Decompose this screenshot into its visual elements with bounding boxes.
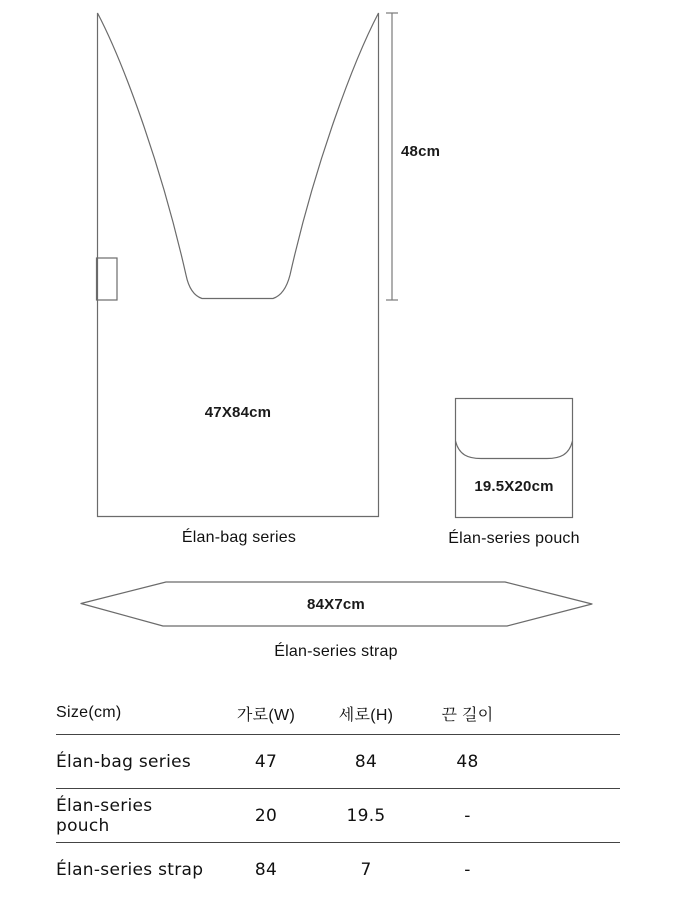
header-height: 세로(H)	[321, 692, 411, 735]
size-table	[56, 692, 620, 896]
row-width: 20	[254, 805, 278, 826]
row-height: 19.5	[346, 805, 386, 826]
bag-dimension-label: 47X84cm	[204, 404, 272, 421]
row-strap-length: -	[464, 859, 471, 880]
table-row	[56, 789, 620, 843]
pouch-dimension-label: 19.5X20cm	[474, 478, 554, 495]
pouch-caption: Élan-series pouch	[448, 530, 580, 547]
row-name: Élan-series strap	[56, 859, 204, 880]
header-size: Size(cm)	[56, 692, 211, 735]
row-width: 47	[254, 751, 278, 772]
strap-dimension-label: 84X7cm	[307, 596, 365, 613]
pouch-flap-curve	[456, 441, 573, 459]
size-table-header-row	[56, 692, 620, 735]
row-name: Élan-series pouch	[56, 795, 153, 836]
bag-side-tab	[97, 258, 118, 300]
row-spacer	[524, 843, 620, 897]
header-spacer	[524, 692, 620, 735]
handle-measurement-line	[386, 13, 398, 300]
header-strap-length: 끈 길이	[411, 692, 524, 735]
handle-measure-label: 48cm	[401, 143, 441, 160]
strap-caption: Élan-series strap	[274, 643, 398, 660]
row-width: 84	[254, 859, 278, 880]
row-strap-length: 48	[456, 751, 479, 772]
table-row	[56, 735, 620, 789]
bag-caption: Élan-bag series	[181, 529, 297, 546]
row-spacer	[524, 789, 620, 843]
row-strap-length: -	[464, 805, 471, 826]
row-spacer	[524, 735, 620, 789]
header-width: 가로(W)	[211, 692, 321, 735]
row-height: 84	[354, 751, 378, 772]
row-height: 7	[360, 859, 372, 880]
table-row	[56, 843, 620, 897]
row-name: Élan-bag series	[56, 751, 192, 772]
bag-outline	[98, 13, 379, 517]
